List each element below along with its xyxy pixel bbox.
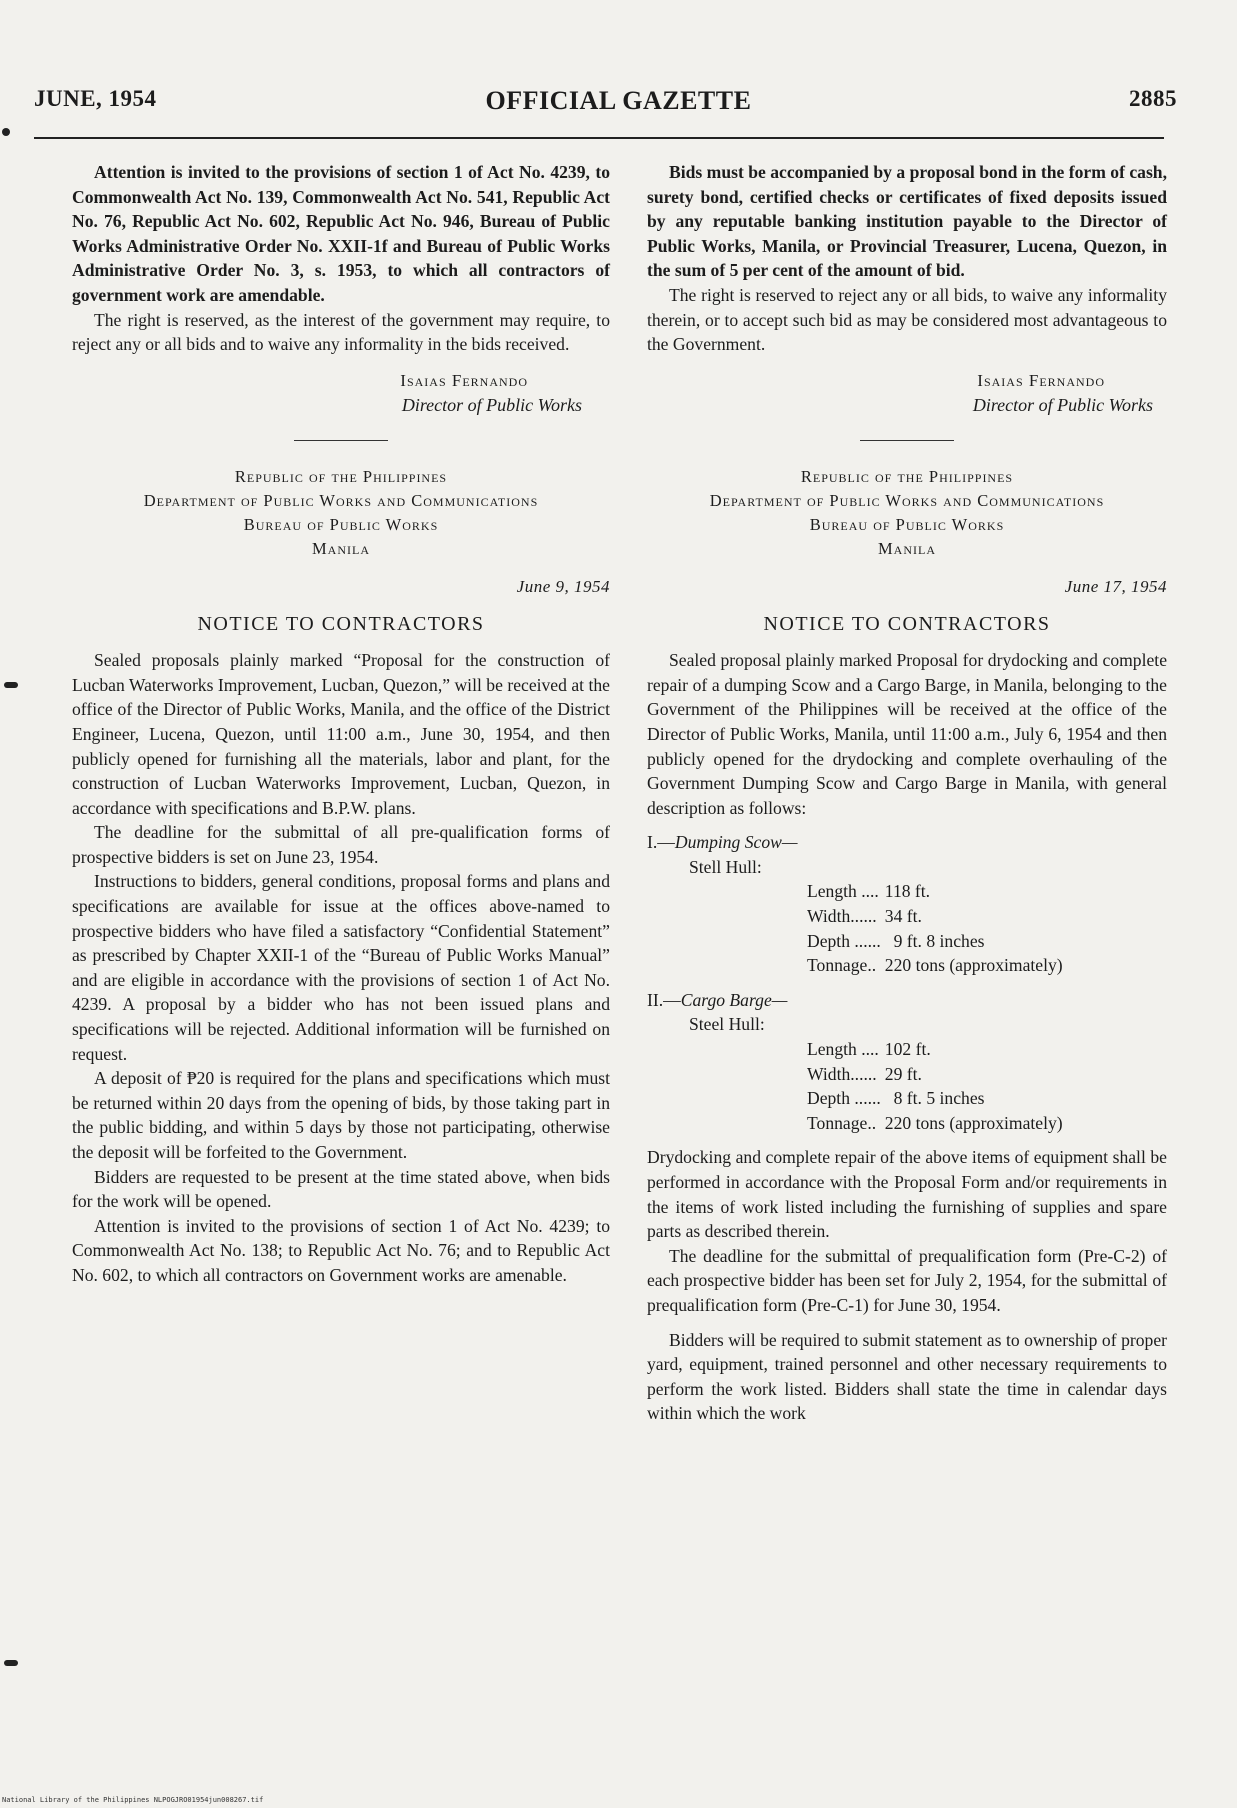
right-paragraph-bidders-statement: Bidders will be required to submit statement as to ownership of proper yard, equipment, trained personnel and other necessary requirements to perform the work listed. Bidders shall state the time in calendar days within which the work: [647, 1329, 1167, 1424]
binding-dot: [2, 128, 10, 136]
spec-label: Width......: [807, 1063, 877, 1084]
spec-row: [807, 953, 1067, 978]
left-column: [72, 160, 610, 1288]
spec-table: [807, 879, 1067, 977]
right-paragraph-sealed-proposal: Sealed proposal plainly marked Proposal for drydocking and complete repair of a dumping Scow and a Cargo Barge, in Manila, belonging to the Government of the Philippines will be received at the office of the Director of Public Works, Manila, until 11:00 a.m., July 6, 1954 and then publicly opened for the drydocking and complete overhauling of the Government Dumping Scow and Cargo Barge in Manila, with general description as follows:: [647, 650, 1167, 818]
right-paragraph-drydocking: Drydocking and complete repair of the above items of equipment shall be performed in accordance with the Proposal Form and/or requirements in the items of work listed including the furnishing of supplies and spare parts as described therein.: [647, 1147, 1167, 1242]
signatory-name: Isaias Fernando: [977, 370, 1105, 390]
right-signature: [647, 369, 1167, 418]
signatory-name: Isaias Fernando: [400, 370, 528, 390]
issuer-republic: Republic of the Philippines: [234, 466, 448, 486]
right-column: [647, 160, 1167, 1426]
left-paragraph-sealed-proposals: Sealed proposals plainly marked “Proposal for the construction of Lucban Waterworks Improvement, Lucban, Quezon,” will be received at the office of the Director of Public Works, Manila, and the office of the District Engineer, Lucena, Quezon, until 11:00 a.m., June 30, 1954, and then publicly opened for furnishing all the materials, labor and plant, for the construction of Lucban Waterworks Improvement, Lucban, Quezon, in accordance with specifications and B.P.W. plans.: [72, 650, 610, 818]
issuer-department: Department of Public Works and Communications: [143, 490, 539, 510]
notice-date: June 17, 1954: [1064, 576, 1167, 596]
section-divider: [860, 440, 954, 441]
spec-heading: [647, 830, 1167, 855]
binding-mark: [4, 682, 18, 688]
spec-value: 118 ft.: [884, 881, 931, 902]
spec-row: [807, 1062, 1067, 1087]
header-date: JUNE, 1954: [34, 86, 157, 111]
section-divider: [294, 440, 388, 441]
notice-date: June 9, 1954: [516, 576, 610, 596]
spec-dumping-scow: [647, 830, 1167, 978]
header-page-number: 2885: [1129, 86, 1177, 111]
right-issuer-block: [647, 465, 1167, 561]
left-signature: [72, 369, 610, 418]
signatory-title: Director of Public Works: [401, 395, 582, 416]
left-paragraph-bidders-present: Bidders are requested to be present at the time stated above, when bids for the work will be opened.: [72, 1166, 610, 1212]
issuer-city: Manila: [878, 538, 936, 558]
header-rule: [34, 137, 1164, 139]
spec-label: Tonnage..: [807, 955, 877, 976]
spec-subheading: Stell Hull:: [689, 856, 762, 877]
spec-row: [807, 929, 1067, 954]
signatory-title: Director of Public Works: [972, 395, 1153, 416]
notice-title: NOTICE TO CONTRACTORS: [763, 612, 1051, 635]
spec-row: [807, 1111, 1067, 1136]
spec-heading-number: I.—: [647, 832, 675, 853]
spec-label: Depth ......: [807, 1088, 881, 1109]
left-paragraph-deadline: The deadline for the submittal of all pre-qualification forms of prospective bidders is set on June 23, 1954.: [72, 822, 610, 867]
right-paragraph-right-reserved: The right is reserved to reject any or all bids, to waive any informality therein, or to accept such bid as may be considered most advantageous to the Government.: [647, 284, 1167, 355]
spec-label: Length ....: [807, 881, 879, 902]
left-issuer-block: [72, 465, 610, 561]
spec-value: 220 tons (approximately): [884, 1112, 1063, 1133]
spec-heading-number: II.—: [647, 989, 681, 1010]
spec-label: Depth ......: [807, 930, 881, 951]
spec-value: 220 tons (approximately): [884, 955, 1063, 976]
left-paragraph-right-reserved: The right is reserved, as the interest of the government may require, to reject any or all bids and to waive any informality in the bids received.: [72, 309, 610, 355]
spec-label: Length ....: [807, 1039, 879, 1060]
spec-value: 102 ft.: [884, 1039, 931, 1060]
left-paragraph-instructions: Instructions to bidders, general conditions, proposal forms and plans and specifications are available for issue at the offices above-named to prospective bidders who have filed a satisfactory “Confidential Statement” as prescribed by Chapter XXII-1 of the “Bureau of Public Works Manual” and are eligible in accordance with the provisions of section 1 of Act No. 4239. A proposal by a bidder who has not been issued plans and specifications will be rejected. Additional information will be furnished on request.: [72, 871, 610, 1064]
binding-mark: [4, 1660, 18, 1666]
header-title: OFFICIAL GAZETTE: [485, 86, 752, 115]
spec-row: [807, 904, 1067, 929]
spec-heading-text: Dumping Scow—: [674, 832, 798, 853]
spec-cargo-barge: [647, 988, 1167, 1136]
notice-title: NOTICE TO CONTRACTORS: [197, 612, 485, 635]
spec-value: 9 ft. 8 inches: [884, 930, 985, 951]
right-paragraph-bids-bond: Bids must be accompanied by a proposal bond in the form of cash, surety bond, certified checks or certificates of fixed deposits issued by any reputable banking institution payable to the Director of Public Works, Manila, or Provincial Treasurer, Lucena, Quezon, in the sum of 5 per cent of the amount of bid.: [647, 162, 1167, 281]
spec-table: [807, 1037, 1067, 1135]
scan-source-footer: National Library of the Philippines NLPOGJRO01954jun008267.tif: [2, 1796, 264, 1804]
spec-label: Width......: [807, 906, 877, 927]
spec-row: [807, 1086, 1067, 1111]
issuer-bureau: Bureau of Public Works: [809, 514, 1005, 534]
issuer-republic: Republic of the Philippines: [800, 466, 1014, 486]
left-paragraph-attention-2: Attention is invited to the provisions of section 1 of Act No. 4239; to Commonwealth Act No. 138; to Republic Act No. 76; and to Republic Act No. 602, to which all contractors on Government works are amenable.: [72, 1215, 610, 1285]
spec-row: [807, 1037, 1067, 1062]
left-paragraph-deposit: A deposit of ₱20 is required for the plans and specifications which must be returned within 20 days from the opening of bids, by those taking part in the public bidding, and within 5 days by those not participating, otherwise the deposit will be forfeited to the Government.: [72, 1068, 610, 1162]
spec-label: Tonnage..: [807, 1112, 877, 1133]
spec-subheading: Steel Hull:: [689, 1014, 765, 1035]
spec-heading-text: Cargo Barge—: [680, 989, 788, 1010]
spec-value: 29 ft.: [884, 1063, 922, 1084]
issuer-department: Department of Public Works and Communications: [709, 490, 1105, 510]
spec-heading: [647, 988, 1167, 1013]
issuer-city: Manila: [312, 538, 370, 558]
right-paragraph-prequalification: The deadline for the submittal of prequalification form (Pre-C-2) of each prospective bidder has been set for July 2, 1954, for the submittal of prequalification form (Pre-C-1) for June 30, 1954.: [647, 1245, 1167, 1315]
spec-value: 8 ft. 5 inches: [884, 1088, 985, 1109]
left-paragraph-attention: Attention is invited to the provisions of section 1 of Act No. 4239, to Commonwealth Act No. 139, Commonwealth Act No. 541, Republic Act No. 76, Republic Act No. 602, Republic Act No. 946, Bureau of Public Works Administrative Order No. XXII-1f and Bureau of Public Works Administrative Order No. 3, s. 1953, to which all contractors of government work are amendable.: [72, 162, 610, 305]
issuer-bureau: Bureau of Public Works: [243, 514, 439, 534]
spec-row: [807, 879, 1067, 904]
spec-value: 34 ft.: [884, 906, 922, 927]
